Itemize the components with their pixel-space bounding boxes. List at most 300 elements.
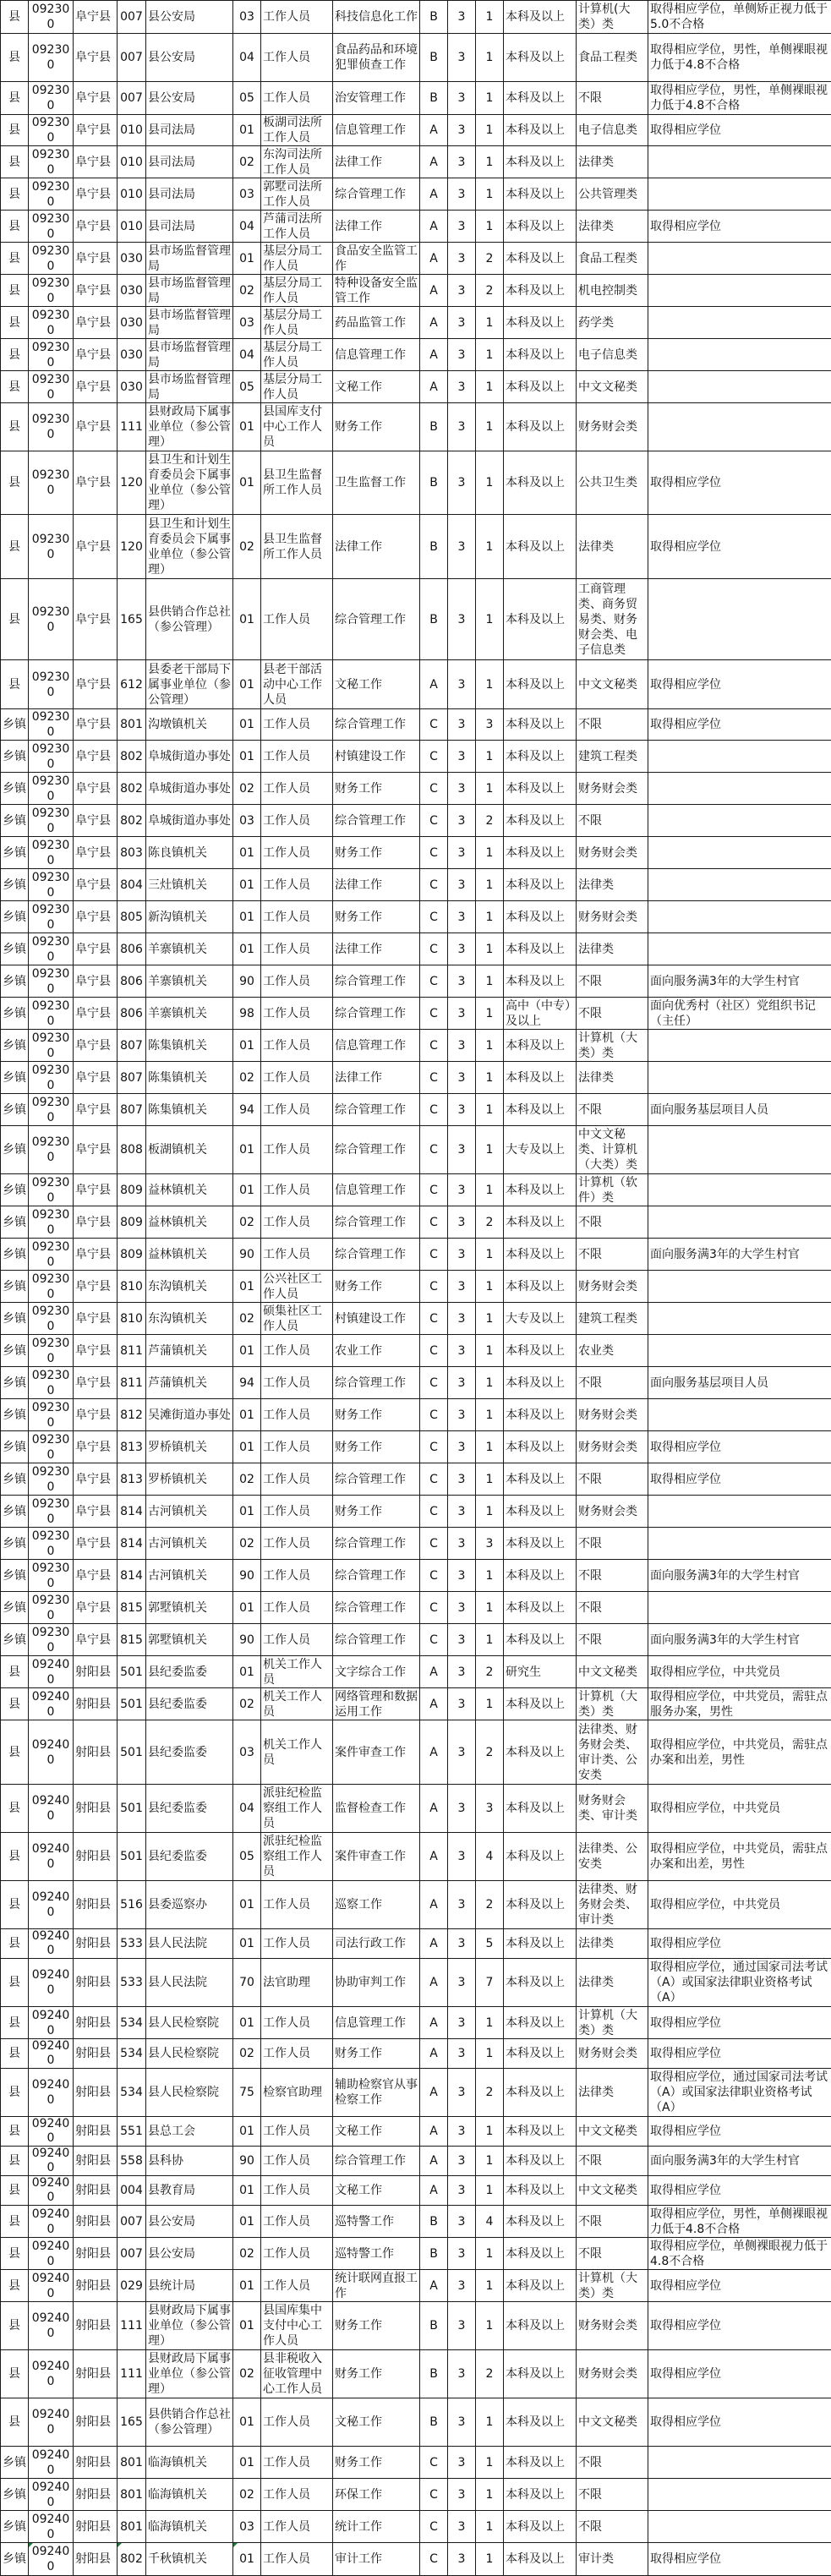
- region-code-cell: 092300: [29, 660, 74, 709]
- post-code-cell: 03: [233, 1720, 261, 1785]
- education-cell: 本科及以上: [504, 403, 577, 451]
- duty-cell: 财务工作: [333, 2350, 420, 2398]
- level-cell: 乡镇: [1, 1592, 29, 1624]
- other-requirements-cell: [648, 837, 831, 869]
- education-cell: 本科及以上: [504, 709, 577, 741]
- table-row: [1, 1785, 831, 1833]
- unit-cell: 县财政局下属事业单位（参公管理）: [146, 2350, 233, 2398]
- post-name-cell: 工作人员: [261, 1560, 333, 1592]
- level-cell: 县: [1, 2039, 29, 2069]
- education-cell: 高中（中专）及以上: [504, 998, 577, 1030]
- duty-cell: 综合管理工作: [333, 998, 420, 1030]
- unit-code-cell: 806: [118, 965, 146, 998]
- duty-cell: 综合管理工作: [333, 1367, 420, 1399]
- region-code-cell: 092300: [29, 1062, 74, 1094]
- count-cell: 2: [476, 2350, 504, 2398]
- post-code-cell: 90: [233, 1560, 261, 1592]
- post-name-cell: 县非税收入征收管理中心工作人员: [261, 2350, 333, 2398]
- unit-cell: 县人民法院: [146, 1929, 233, 1959]
- region-code-cell: 092400: [29, 2479, 74, 2511]
- exam-type-cell: C: [420, 2479, 448, 2511]
- region-code-cell: 092300: [29, 1528, 74, 1560]
- post-name-cell: 法官助理: [261, 1959, 333, 2007]
- post-name-cell: 工作人员: [261, 2398, 333, 2447]
- exam-type-cell: C: [420, 933, 448, 965]
- region-cell: 阜宁县: [74, 901, 118, 933]
- post-code-cell: 02: [233, 146, 261, 178]
- level-cell: 乡镇: [1, 1335, 29, 1367]
- major-cell: 农业类: [577, 1335, 648, 1367]
- region-cell: 阜宁县: [74, 451, 118, 515]
- ratio-cell: 3: [448, 837, 476, 869]
- other-requirements-cell: [648, 1126, 831, 1174]
- table-row: [1, 837, 831, 869]
- region-cell: 阜宁县: [74, 1399, 118, 1431]
- ratio-cell: 3: [448, 451, 476, 515]
- major-cell: 不限: [577, 1367, 648, 1399]
- other-requirements-cell: 取得相应学位: [648, 2007, 831, 2039]
- region-code-cell: 092400: [29, 2302, 74, 2350]
- ratio-cell: 3: [448, 901, 476, 933]
- post-code-cell: 01: [233, 1929, 261, 1959]
- post-code-cell: 01: [233, 2206, 261, 2238]
- education-cell: 本科及以上: [504, 901, 577, 933]
- level-cell: 乡镇: [1, 1174, 29, 1206]
- region-cell: 阜宁县: [74, 1094, 118, 1126]
- post-name-cell: 工作人员: [261, 901, 333, 933]
- region-cell: 阜宁县: [74, 709, 118, 741]
- region-cell: 阜宁县: [74, 933, 118, 965]
- level-cell: 县: [1, 146, 29, 178]
- region-cell: 射阳县: [74, 2117, 118, 2147]
- region-cell: 阜宁县: [74, 178, 118, 211]
- exam-type-cell: A: [420, 275, 448, 307]
- unit-cell: 临海镇机关: [146, 2479, 233, 2511]
- count-cell: 1: [476, 2479, 504, 2511]
- education-cell: 本科及以上: [504, 837, 577, 869]
- post-code-cell: 01: [233, 1656, 261, 1688]
- post-name-cell: 工作人员: [261, 1929, 333, 1959]
- other-requirements-cell: [648, 146, 831, 178]
- level-cell: 乡镇: [1, 2543, 29, 2576]
- major-cell: 财务财会类: [577, 1496, 648, 1528]
- duty-cell: 案件审查工作: [333, 1720, 420, 1785]
- post-code-cell: 01: [233, 1271, 261, 1303]
- duty-cell: 网络管理和数据运用工作: [333, 1688, 420, 1720]
- ratio-cell: 3: [448, 1, 476, 34]
- exam-type-cell: B: [420, 451, 448, 515]
- exam-type-cell: C: [420, 1624, 448, 1656]
- level-cell: 乡镇: [1, 1399, 29, 1431]
- post-name-cell: 公兴社区工作人员: [261, 1271, 333, 1303]
- exam-type-cell: B: [420, 1, 448, 34]
- unit-code-cell: 802: [118, 741, 146, 773]
- exam-type-cell: C: [420, 998, 448, 1030]
- education-cell: 本科及以上: [504, 1, 577, 34]
- ratio-cell: 3: [448, 146, 476, 178]
- post-name-cell: 工作人员: [261, 773, 333, 805]
- exam-type-cell: A: [420, 2270, 448, 2302]
- other-requirements-cell: [648, 1335, 831, 1367]
- post-name-cell: 工作人员: [261, 2447, 333, 2479]
- table-row: [1, 515, 831, 579]
- ratio-cell: 3: [448, 2447, 476, 2479]
- unit-cell: 益林镇机关: [146, 1239, 233, 1271]
- level-cell: 乡镇: [1, 1062, 29, 1094]
- post-name-cell: 工作人员: [261, 1174, 333, 1206]
- region-cell: 阜宁县: [74, 1367, 118, 1399]
- region-code-cell: 092400: [29, 2007, 74, 2039]
- level-cell: 县: [1, 307, 29, 339]
- exam-type-cell: C: [420, 901, 448, 933]
- post-code-cell: 94: [233, 1094, 261, 1126]
- duty-cell: 信息管理工作: [333, 339, 420, 371]
- other-requirements-cell: [648, 275, 831, 307]
- unit-cell: 县市场监督管理局: [146, 371, 233, 403]
- unit-code-cell: 030: [118, 339, 146, 371]
- unit-code-cell: 802: [118, 773, 146, 805]
- other-requirements-cell: [648, 178, 831, 211]
- region-cell: 射阳县: [74, 1720, 118, 1785]
- unit-code-cell: 501: [118, 1656, 146, 1688]
- count-cell: 1: [476, 869, 504, 901]
- count-cell: 1: [476, 1560, 504, 1592]
- region-cell: 阜宁县: [74, 773, 118, 805]
- education-cell: 本科及以上: [504, 2007, 577, 2039]
- exam-type-cell: A: [420, 1833, 448, 1881]
- duty-cell: 财务工作: [333, 2447, 420, 2479]
- other-requirements-cell: 取得相应学位，男性，单侧裸眼视力低于4.8不合格: [648, 2206, 831, 2238]
- count-cell: 1: [476, 2302, 504, 2350]
- education-cell: 本科及以上: [504, 1094, 577, 1126]
- exam-type-cell: C: [420, 1239, 448, 1271]
- table-row: [1, 1239, 831, 1271]
- other-requirements-cell: 面向服务满3年的大学生村官: [648, 1624, 831, 1656]
- ratio-cell: 3: [448, 275, 476, 307]
- other-requirements-cell: 取得相应学位，中共党员: [648, 1785, 831, 1833]
- count-cell: 1: [476, 1592, 504, 1624]
- post-name-cell: 工作人员: [261, 2117, 333, 2147]
- ratio-cell: 3: [448, 998, 476, 1030]
- post-name-cell: 工作人员: [261, 1094, 333, 1126]
- education-cell: 本科及以上: [504, 1206, 577, 1239]
- table-row: [1, 2447, 831, 2479]
- level-cell: 县: [1, 403, 29, 451]
- duty-cell: 药品监管工作: [333, 307, 420, 339]
- ratio-cell: 3: [448, 1881, 476, 1929]
- exam-type-cell: A: [420, 2147, 448, 2176]
- count-cell: 1: [476, 451, 504, 515]
- exam-type-cell: C: [420, 837, 448, 869]
- region-code-cell: 092400: [29, 2147, 74, 2176]
- post-code-cell: 02: [233, 275, 261, 307]
- unit-cell: 古河镇机关: [146, 1528, 233, 1560]
- duty-cell: 科技信息化工作: [333, 1, 420, 34]
- other-requirements-cell: 取得相应学位: [648, 1463, 831, 1496]
- post-name-cell: 工作人员: [261, 1206, 333, 1239]
- duty-cell: 辅助检察官从事检察工作: [333, 2069, 420, 2117]
- post-code-cell: 01: [233, 1496, 261, 1528]
- post-code-cell: 01: [233, 837, 261, 869]
- unit-cell: 郭墅镇机关: [146, 1624, 233, 1656]
- education-cell: 本科及以上: [504, 2350, 577, 2398]
- region-code-cell: 092300: [29, 211, 74, 243]
- table-body: [1, 1, 831, 2576]
- post-code-cell: 01: [233, 1174, 261, 1206]
- region-code-cell: 092300: [29, 933, 74, 965]
- region-cell: 阜宁县: [74, 869, 118, 901]
- ratio-cell: 3: [448, 709, 476, 741]
- other-requirements-cell: [648, 1174, 831, 1206]
- education-cell: 本科及以上: [504, 1785, 577, 1833]
- duty-cell: 综合管理工作: [333, 1592, 420, 1624]
- region-cell: 阜宁县: [74, 1624, 118, 1656]
- post-code-cell: 01: [233, 2302, 261, 2350]
- ratio-cell: 3: [448, 178, 476, 211]
- other-requirements-cell: [648, 339, 831, 371]
- major-cell: 不限: [577, 2447, 648, 2479]
- level-cell: 县: [1, 2206, 29, 2238]
- unit-cell: 临海镇机关: [146, 2511, 233, 2543]
- level-cell: 县: [1, 1688, 29, 1720]
- education-cell: 本科及以上: [504, 1239, 577, 1271]
- post-code-cell: 01: [233, 1881, 261, 1929]
- region-code-cell: 092300: [29, 1431, 74, 1463]
- education-cell: 本科及以上: [504, 2511, 577, 2543]
- other-requirements-cell: 取得相应学位，中共党员，需驻点服务办案，男性: [648, 1688, 831, 1720]
- level-cell: 县: [1, 579, 29, 660]
- count-cell: 1: [476, 2176, 504, 2206]
- table-row: [1, 1399, 831, 1431]
- count-cell: 1: [476, 115, 504, 146]
- other-requirements-cell: [648, 307, 831, 339]
- major-cell: 财务财会类: [577, 1271, 648, 1303]
- count-cell: 1: [476, 579, 504, 660]
- education-cell: 本科及以上: [504, 1496, 577, 1528]
- table-row: [1, 1496, 831, 1528]
- table-row: [1, 2350, 831, 2398]
- region-code-cell: 092300: [29, 741, 74, 773]
- level-cell: 乡镇: [1, 1528, 29, 1560]
- education-cell: 本科及以上: [504, 2117, 577, 2147]
- unit-cell: 县财政局下属事业单位（参公管理）: [146, 403, 233, 451]
- exam-type-cell: B: [420, 2350, 448, 2398]
- region-code-cell: 092300: [29, 805, 74, 837]
- level-cell: 乡镇: [1, 965, 29, 998]
- education-cell: 本科及以上: [504, 178, 577, 211]
- other-requirements-cell: [648, 773, 831, 805]
- table-row: [1, 579, 831, 660]
- post-name-cell: 工作人员: [261, 2039, 333, 2069]
- exam-type-cell: C: [420, 1560, 448, 1592]
- unit-code-cell: 808: [118, 1126, 146, 1174]
- unit-cell: 阜城街道办事处: [146, 805, 233, 837]
- count-cell: 1: [476, 307, 504, 339]
- major-cell: 不限: [577, 2238, 648, 2270]
- region-cell: 阜宁县: [74, 741, 118, 773]
- count-cell: 1: [476, 1094, 504, 1126]
- region-cell: 阜宁县: [74, 34, 118, 82]
- region-code-cell: 092300: [29, 1560, 74, 1592]
- unit-cell: 县卫生和计划生育委员会下属事业单位（参公管理）: [146, 515, 233, 579]
- unit-cell: 千秋镇机关: [146, 2543, 233, 2576]
- unit-cell: 益林镇机关: [146, 1206, 233, 1239]
- exam-type-cell: B: [420, 2398, 448, 2447]
- count-cell: 1: [476, 1431, 504, 1463]
- unit-cell: 县供销合作总社（参公管理）: [146, 2398, 233, 2447]
- duty-cell: 法律工作: [333, 1062, 420, 1094]
- exam-type-cell: A: [420, 1881, 448, 1929]
- other-requirements-cell: 取得相应学位，通过国家司法考试（A）或国家法律职业资格考试（A）: [648, 2069, 831, 2117]
- education-cell: 本科及以上: [504, 2302, 577, 2350]
- post-code-cell: 05: [233, 371, 261, 403]
- post-code-cell: 01: [233, 1431, 261, 1463]
- unit-cell: 县供销合作总社（参公管理）: [146, 579, 233, 660]
- other-requirements-cell: 面向服务满3年的大学生村官: [648, 1560, 831, 1592]
- table-row: [1, 1062, 831, 1094]
- level-cell: 县: [1, 2176, 29, 2206]
- exam-type-cell: C: [420, 1271, 448, 1303]
- unit-cell: 罗桥镇机关: [146, 1431, 233, 1463]
- unit-cell: 县纪委监委: [146, 1688, 233, 1720]
- duty-cell: 综合管理工作: [333, 965, 420, 998]
- post-name-cell: 工作人员: [261, 1367, 333, 1399]
- education-cell: 本科及以上: [504, 1592, 577, 1624]
- other-requirements-cell: [648, 1496, 831, 1528]
- post-name-cell: 县国库集中支付中心工作人员: [261, 2302, 333, 2350]
- ratio-cell: 3: [448, 1271, 476, 1303]
- other-requirements-cell: [648, 2447, 831, 2479]
- education-cell: 本科及以上: [504, 34, 577, 82]
- table-row: [1, 1367, 831, 1399]
- post-name-cell: 工作人员: [261, 2147, 333, 2176]
- duty-cell: 文秘工作: [333, 660, 420, 709]
- duty-cell: 综合管理工作: [333, 1126, 420, 1174]
- region-cell: 射阳县: [74, 2238, 118, 2270]
- post-code-cell: 04: [233, 34, 261, 82]
- duty-cell: 综合管理工作: [333, 1560, 420, 1592]
- post-name-cell: 工作人员: [261, 579, 333, 660]
- region-cell: 阜宁县: [74, 1431, 118, 1463]
- region-code-cell: 092300: [29, 1496, 74, 1528]
- count-cell: 4: [476, 1833, 504, 1881]
- level-cell: 县: [1, 1785, 29, 1833]
- unit-code-cell: 007: [118, 34, 146, 82]
- unit-cell: 县财政局下属事业单位（参公管理）: [146, 2302, 233, 2350]
- unit-code-cell: 806: [118, 933, 146, 965]
- education-cell: 本科及以上: [504, 1929, 577, 1959]
- unit-cell: 县纪委监委: [146, 1720, 233, 1785]
- duty-cell: 法律工作: [333, 933, 420, 965]
- table-row: [1, 1030, 831, 1062]
- unit-cell: 县纪委监委: [146, 1656, 233, 1688]
- post-name-cell: 工作人员: [261, 1399, 333, 1431]
- region-code-cell: 092300: [29, 579, 74, 660]
- major-cell: 法律类: [577, 1929, 648, 1959]
- region-cell: 阜宁县: [74, 1303, 118, 1335]
- count-cell: 1: [476, 2398, 504, 2447]
- post-code-cell: 02: [233, 2350, 261, 2398]
- duty-cell: 文秘工作: [333, 2398, 420, 2447]
- region-code-cell: 092400: [29, 1959, 74, 2007]
- unit-cell: 县司法局: [146, 178, 233, 211]
- level-cell: 乡镇: [1, 1431, 29, 1463]
- duty-cell: 案件审查工作: [333, 1833, 420, 1881]
- count-cell: 1: [476, 2007, 504, 2039]
- level-cell: 县: [1, 178, 29, 211]
- region-cell: 阜宁县: [74, 1463, 118, 1496]
- duty-cell: 财务工作: [333, 901, 420, 933]
- exam-type-cell: C: [420, 741, 448, 773]
- duty-cell: 财务工作: [333, 403, 420, 451]
- exam-type-cell: A: [420, 2176, 448, 2206]
- major-cell: 公共卫生类: [577, 451, 648, 515]
- unit-code-cell: 801: [118, 2511, 146, 2543]
- other-requirements-cell: [648, 243, 831, 275]
- count-cell: 1: [476, 1463, 504, 1496]
- major-cell: 财务财会类: [577, 773, 648, 805]
- unit-cell: 县市场监督管理局: [146, 339, 233, 371]
- level-cell: 乡镇: [1, 1624, 29, 1656]
- education-cell: 本科及以上: [504, 2176, 577, 2206]
- ratio-cell: 3: [448, 1335, 476, 1367]
- unit-code-cell: 612: [118, 660, 146, 709]
- region-cell: 射阳县: [74, 2479, 118, 2511]
- region-code-cell: 092400: [29, 1881, 74, 1929]
- table-row: [1, 82, 831, 115]
- duty-cell: 综合管理工作: [333, 178, 420, 211]
- unit-cell: 临海镇机关: [146, 2447, 233, 2479]
- region-code-cell: 092300: [29, 115, 74, 146]
- other-requirements-cell: 面向服务满3年的大学生村官: [648, 1239, 831, 1271]
- region-cell: 阜宁县: [74, 998, 118, 1030]
- ratio-cell: 3: [448, 1528, 476, 1560]
- count-cell: 1: [476, 1271, 504, 1303]
- level-cell: 乡镇: [1, 1496, 29, 1528]
- count-cell: 1: [476, 2270, 504, 2302]
- level-cell: 乡镇: [1, 869, 29, 901]
- level-cell: 县: [1, 451, 29, 515]
- table-row: [1, 34, 831, 82]
- post-code-cell: 90: [233, 1624, 261, 1656]
- post-name-cell: 工作人员: [261, 1463, 333, 1496]
- unit-code-cell: 814: [118, 1560, 146, 1592]
- post-name-cell: 工作人员: [261, 1528, 333, 1560]
- post-name-cell: 机关工作人员: [261, 1656, 333, 1688]
- post-code-cell: 90: [233, 1239, 261, 1271]
- count-cell: 1: [476, 1624, 504, 1656]
- post-code-cell: 01: [233, 901, 261, 933]
- unit-code-cell: 558: [118, 2147, 146, 2176]
- ratio-cell: 3: [448, 82, 476, 115]
- level-cell: 乡镇: [1, 773, 29, 805]
- exam-type-cell: C: [420, 1174, 448, 1206]
- count-cell: 3: [476, 709, 504, 741]
- table-row: [1, 1833, 831, 1881]
- table-row: [1, 1959, 831, 2007]
- major-cell: 法律类: [577, 515, 648, 579]
- education-cell: 本科及以上: [504, 339, 577, 371]
- education-cell: 本科及以上: [504, 1833, 577, 1881]
- education-cell: 本科及以上: [504, 1271, 577, 1303]
- region-cell: 阜宁县: [74, 307, 118, 339]
- other-requirements-cell: [648, 403, 831, 451]
- count-cell: 1: [476, 1, 504, 34]
- region-code-cell: 092300: [29, 339, 74, 371]
- post-name-cell: 工作人员: [261, 741, 333, 773]
- level-cell: 县: [1, 660, 29, 709]
- ratio-cell: 3: [448, 2117, 476, 2147]
